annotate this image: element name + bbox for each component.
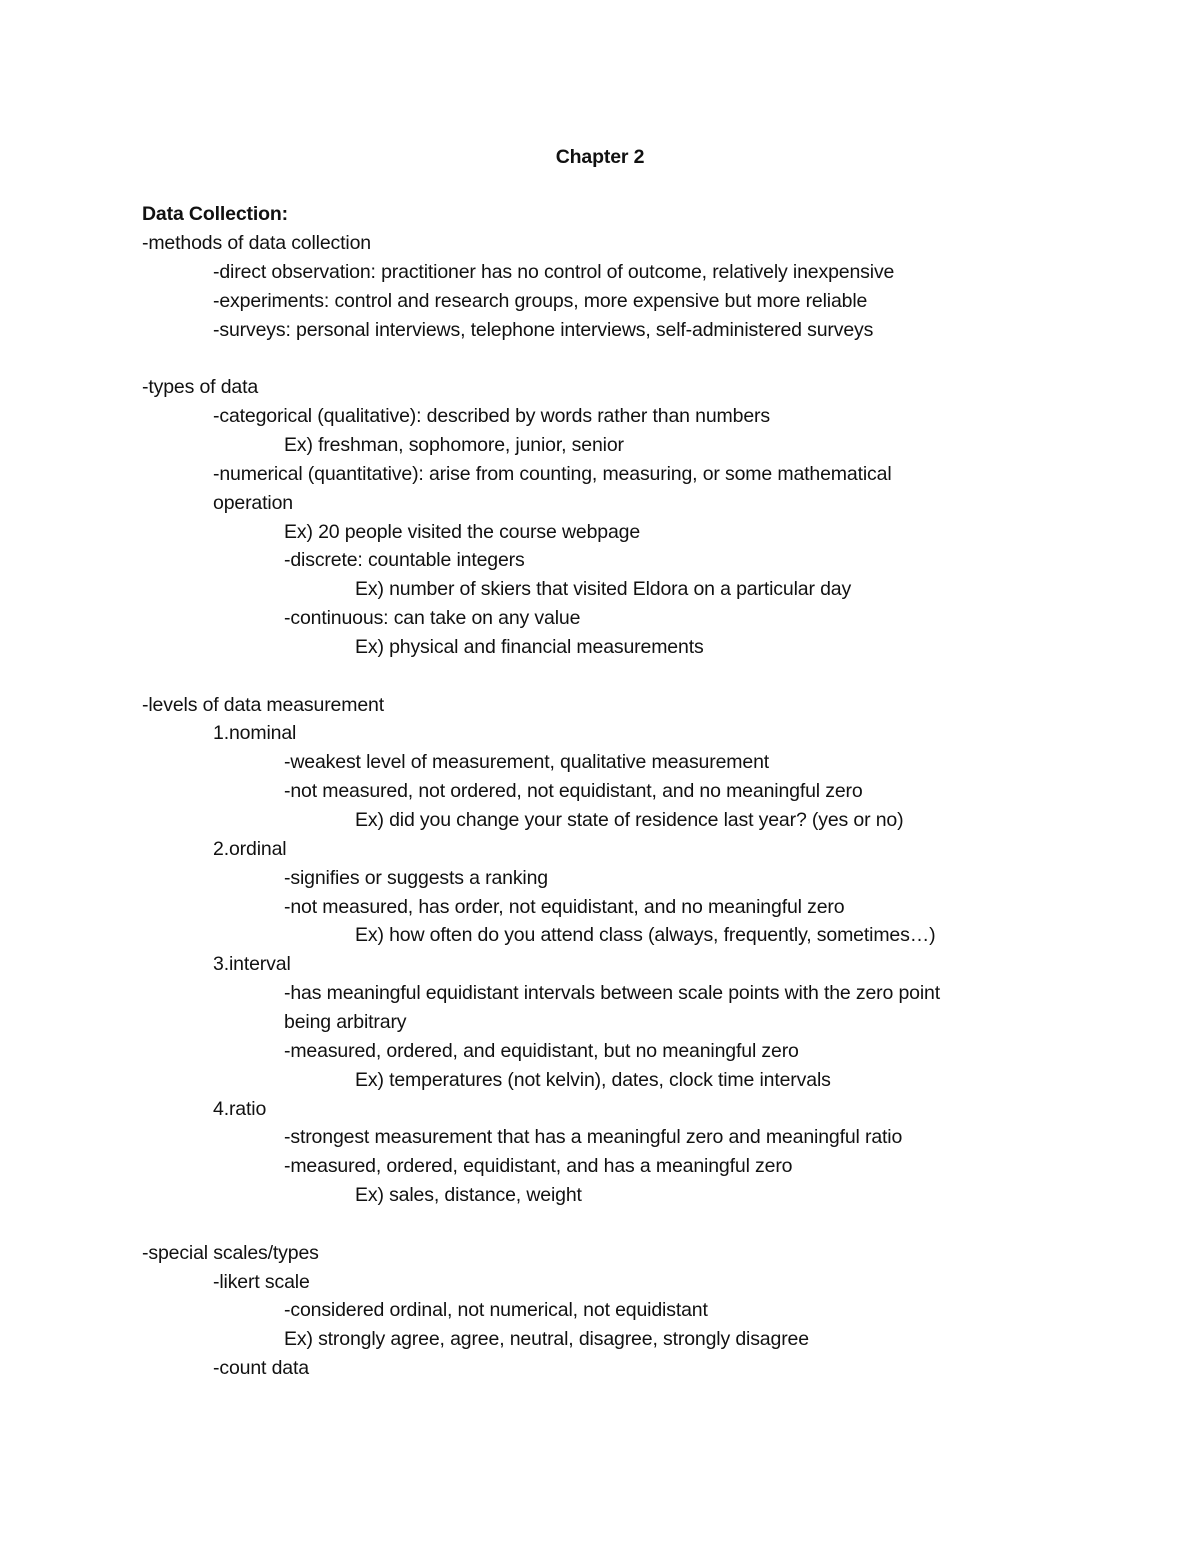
text-line: -weakest level of measurement, qualitative measurement <box>284 751 770 774</box>
text-line: -likert scale <box>213 1270 310 1293</box>
text-line: 3.interval <box>213 953 291 976</box>
text-line: -count data <box>213 1357 309 1380</box>
text-line: -methods of data collection <box>142 232 371 254</box>
text-line: -discrete: countable integers <box>284 549 525 572</box>
text-line: Ex) physical and financial measurements <box>355 635 704 658</box>
text-line: Ex) strongly agree, agree, neutral, disagree, strongly disagree <box>284 1328 809 1351</box>
text-line: 2.ordinal <box>213 837 287 860</box>
text-line: -strongest measurement that has a meaningful zero and meaningful ratio <box>284 1126 903 1149</box>
text-line: Ex) temperatures (not kelvin), dates, clock time intervals <box>355 1068 831 1091</box>
text-line: -surveys: personal interviews, telephone interviews, self-administered surveys <box>213 318 874 341</box>
text-line: -not measured, has order, not equidistant, and no meaningful zero <box>284 895 845 918</box>
text-line: Ex) 20 people visited the course webpage <box>284 520 641 543</box>
text-line: -types of data <box>142 376 259 399</box>
text-line: -measured, ordered, and equidistant, but no meaningful zero <box>284 1039 799 1062</box>
page-title: Chapter 2 <box>555 146 645 168</box>
text-line: -continuous: can take on any value <box>284 607 581 630</box>
text-line: Ex) freshman, sophomore, junior, senior <box>284 433 624 456</box>
text-line: -measured, ordered, equidistant, and has a meaningful zero <box>284 1155 793 1178</box>
text-line: -considered ordinal, not numerical, not equidistant <box>284 1299 708 1322</box>
text-line: -levels of data measurement <box>142 693 384 716</box>
text-line: -not measured, not ordered, not equidistant, and no meaningful zero <box>284 780 863 803</box>
section-heading: Data Collection: <box>142 203 289 225</box>
text-line: Ex) did you change your state of residence last year? (yes or no) <box>355 809 904 831</box>
text-line: Ex) how often do you attend class (always, frequently, sometimes…) <box>355 924 936 947</box>
text-line: -categorical (qualitative): described by words rather than numbers <box>213 405 770 428</box>
text-line: -signifies or suggests a ranking <box>284 866 549 889</box>
text-line: -numerical (quantitative): arise from counting, measuring, or some mathematical <box>213 462 892 485</box>
text-line: Ex) number of skiers that visited Eldora on a particular day <box>355 578 852 601</box>
text-line: -experiments: control and research groups, more expensive but more reliable <box>213 289 868 312</box>
text-line: -special scales/types <box>142 1241 319 1264</box>
text-line: Ex) sales, distance, weight <box>355 1184 582 1207</box>
text-line: -has meaningful equidistant intervals between scale points with the zero point <box>284 982 941 1005</box>
text-line: 4.ratio <box>213 1097 267 1120</box>
text-line: operation <box>213 491 293 514</box>
text-line: -direct observation: practitioner has no control of outcome, relatively inexpensive <box>213 260 895 283</box>
text-line: 1.nominal <box>213 722 297 745</box>
text-line: being arbitrary <box>284 1010 407 1033</box>
